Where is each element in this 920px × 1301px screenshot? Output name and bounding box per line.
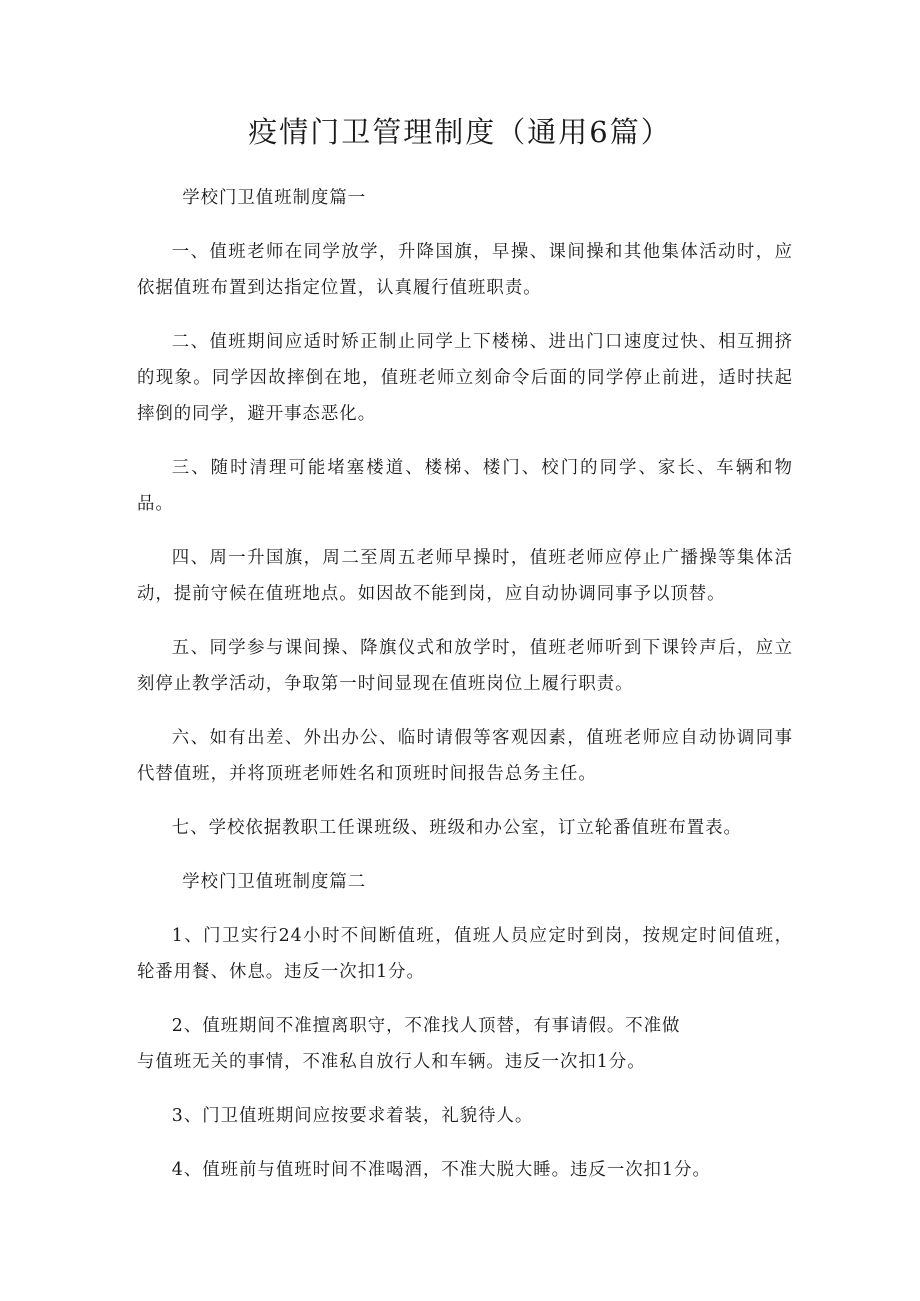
paragraph: 4、值班前与值班时间不准喝酒，不准大脱大睡。违反一次扣1分。: [171, 1160, 711, 1180]
paragraph: 五、同学参与课间操、降旗仪式和放学时，值班老师听到下课铃声后，应立刻停止教学活动，争取第一时间显现在值班岗位上履行职责。: [137, 638, 793, 694]
paragraph: 七、学校依据教职工任课班级、班级和办公室，订立轮番值班布置表。: [171, 818, 742, 838]
paragraph: 六、如有出差、外出办公、临时请假等客观因素，值班老师应自动协调同事代替值班，并将顶班老师姓名和顶班时间报告总务主任。: [137, 728, 793, 784]
paragraph: 2、值班期间不准擅离职守，不准找人顶替，有事请假。不准做: [171, 1016, 681, 1036]
paragraph: 一、值班老师在同学放学，升降国旗，早操、课间操和其他集体活动时，应依据值班布置到达指定位置，认真履行值班职责。: [137, 242, 793, 298]
paragraph: 三、随时清理可能堵塞楼道、楼梯、楼门、校门的同学、家长、车辆和物品。: [137, 458, 793, 514]
document-title: 疫情门卫管理制度（通用6篇）: [248, 115, 672, 149]
paragraph: 1、门卫实行24小时不间断值班，值班人员应定时到岗，按规定时间值班，轮番用餐、休息。违反一次扣1分。: [137, 926, 793, 982]
paragraph: 四、周一升国旗，周二至周五老师早操时，值班老师应停止广播操等集体活动，提前守候在值班地点。如因故不能到岗，应自动协调同事予以顶替。: [137, 548, 793, 604]
paragraph: 3、门卫值班期间应按要求着装，礼貌待人。: [171, 1106, 534, 1126]
section-heading-1: 学校门卫值班制度篇一: [182, 188, 367, 208]
document-body: [137, 180, 793, 1206]
section-heading-2: 学校门卫值班制度篇二: [182, 872, 367, 892]
paragraph: 二、值班期间应适时矫正制止同学上下楼梯、进出门口速度过快、相互拥挤的现象。同学因故摔倒在地，值班老师立刻命令后面的同学停止前进，适时扶起摔倒的同学，避开事态恶化。: [137, 332, 793, 424]
paragraph-continuation: 与值班无关的事情，不准私自放行人和车辆。违反一次扣1分。: [137, 1052, 646, 1072]
